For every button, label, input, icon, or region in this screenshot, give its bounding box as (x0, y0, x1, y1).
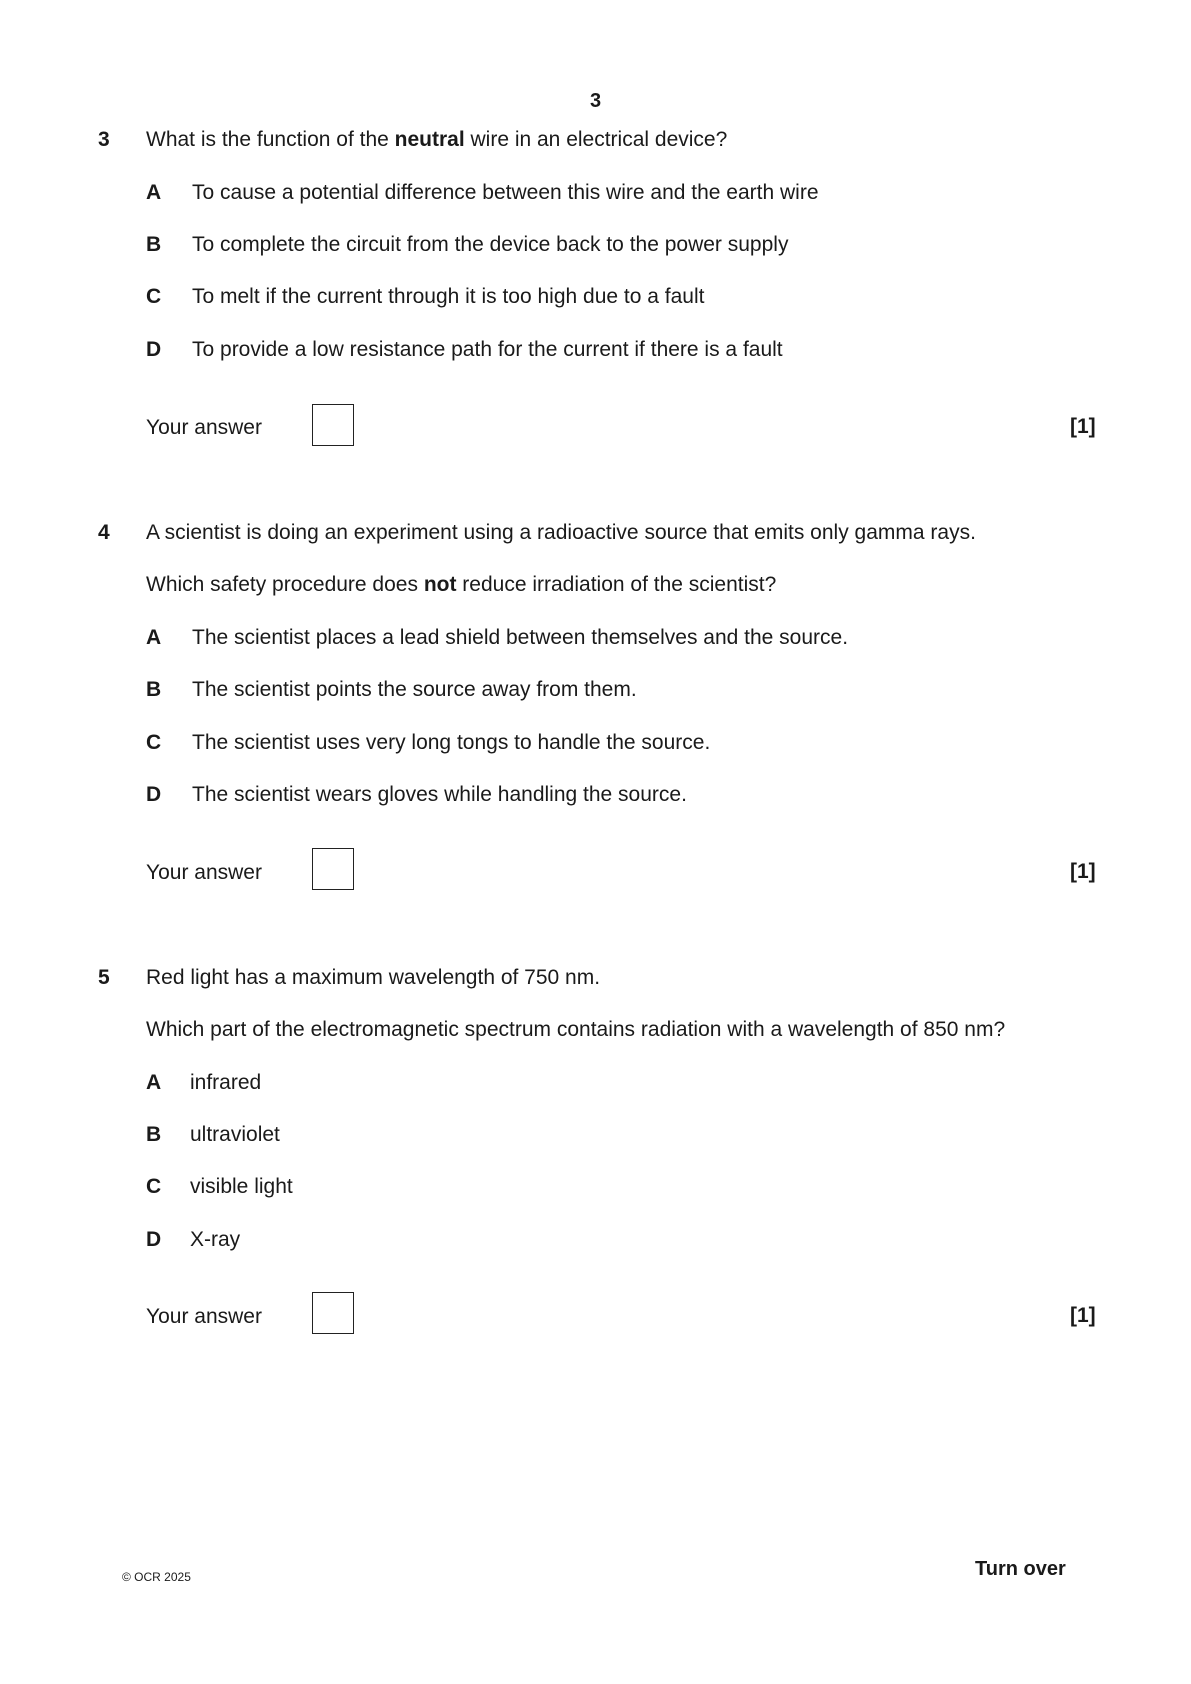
option-text: To complete the circuit from the device back to the power supply (192, 233, 789, 256)
question-number: 3 (98, 128, 110, 151)
marks-label: [1] (1070, 1304, 1096, 1327)
question-stem: What is the function of the neutral wire in an electrical device? (146, 128, 728, 151)
option-text: The scientist uses very long tongs to handle the source. (192, 731, 711, 754)
question-stem: Which part of the electromagnetic spectrum contains radiation with a wavelength of 850 nm? (146, 1018, 1006, 1041)
option-text: To cause a potential difference between this wire and the earth wire (192, 181, 819, 204)
option-letter: A (146, 1071, 162, 1094)
answer-box[interactable] (312, 1292, 354, 1334)
marks-label: [1] (1070, 415, 1096, 438)
option-text: X-ray (190, 1228, 241, 1251)
option-letter: B (146, 233, 162, 256)
your-answer-label: Your answer (146, 416, 262, 439)
option-letter: D (146, 1228, 162, 1251)
your-answer-label: Your answer (146, 861, 262, 884)
option-text: visible light (190, 1175, 293, 1198)
question-number: 5 (98, 966, 110, 989)
copyright-notice: © OCR 2025 (122, 1570, 191, 1584)
question-stem: Red light has a maximum wavelength of 750 nm. (146, 966, 601, 989)
option-letter: A (146, 181, 162, 204)
marks-label: [1] (1070, 860, 1096, 883)
turn-over-label: Turn over (975, 1558, 1066, 1580)
option-letter: C (146, 285, 162, 308)
answer-box[interactable] (312, 848, 354, 890)
option-letter: D (146, 783, 162, 806)
option-letter: C (146, 1175, 162, 1198)
option-letter: B (146, 1123, 162, 1146)
option-text: To melt if the current through it is too high due to a fault (192, 285, 705, 308)
option-letter: B (146, 678, 162, 701)
option-letter: C (146, 731, 162, 754)
option-text: infrared (190, 1071, 262, 1094)
option-text: The scientist wears gloves while handling the source. (192, 783, 687, 806)
option-text: ultraviolet (190, 1123, 280, 1146)
option-text: The scientist places a lead shield between themselves and the source. (192, 626, 849, 649)
option-letter: A (146, 626, 162, 649)
page-number: 3 (589, 90, 602, 112)
your-answer-label: Your answer (146, 1305, 262, 1328)
option-text: To provide a low resistance path for the current if there is a fault (192, 338, 783, 361)
option-text: The scientist points the source away from them. (192, 678, 637, 701)
option-letter: D (146, 338, 162, 361)
question-stem: A scientist is doing an experiment using a radioactive source that emits only gamma rays. (146, 521, 976, 544)
question-stem: Which safety procedure does not reduce irradiation of the scientist? (146, 573, 777, 596)
question-number: 4 (98, 521, 110, 544)
answer-box[interactable] (312, 404, 354, 446)
